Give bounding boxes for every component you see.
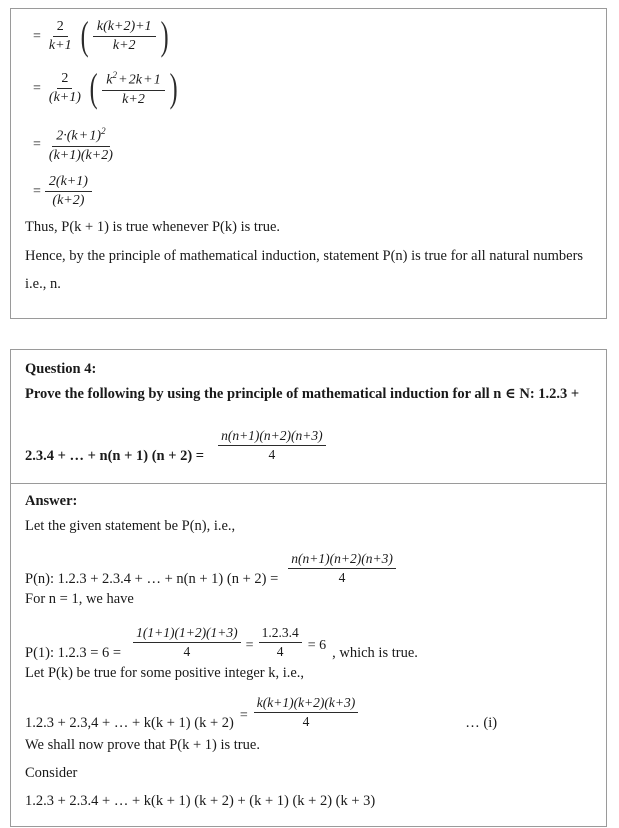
answer-prove-line: We shall now prove that P(k + 1) is true. bbox=[25, 737, 260, 753]
equation-4-numerator: 2(k+1) bbox=[45, 174, 92, 192]
conclusion-line-1: Thus, P(k + 1) is true whenever P(k) is true. bbox=[25, 219, 281, 235]
equation-2-inner-fraction bbox=[102, 70, 165, 108]
question-heading: Question 4: bbox=[25, 361, 97, 377]
close-paren-icon: ) bbox=[169, 65, 178, 111]
question-section bbox=[11, 350, 606, 483]
equation-1 bbox=[33, 13, 171, 59]
answer-p1-equals-mid: = bbox=[245, 638, 254, 653]
question-statement-prefix: 2.3.4 + … + n(n + 1) (n + 2) = bbox=[25, 447, 205, 464]
equation-3 bbox=[33, 126, 119, 164]
answer-p1-fraction-2-numerator: 1.2.3.4 bbox=[259, 625, 302, 643]
answer-p1-fraction-2 bbox=[259, 625, 302, 660]
answer-pk-equation-line bbox=[25, 695, 497, 730]
open-paren-icon: ( bbox=[89, 65, 98, 111]
answer-pn-fraction-numerator: n(n+1)(n+2)(n+3) bbox=[288, 551, 396, 569]
answer-p1-fraction-2-denominator: 4 bbox=[276, 644, 284, 659]
answer-pn-prefix: P(n): 1.2.3 + 2.3.4 + … + n(n + 1) (n + 2) = bbox=[25, 570, 279, 587]
answer-p1-prefix: P(1): 1.2.3 = 6 = bbox=[25, 644, 122, 661]
answer-p1-fraction-1 bbox=[133, 625, 241, 660]
equation-2-equals: = bbox=[33, 80, 41, 96]
equation-2-outer-denominator: (k+1) bbox=[48, 90, 81, 106]
equation-2-outer-fraction bbox=[45, 71, 85, 106]
equation-2 bbox=[33, 65, 180, 111]
answer-line-1: Let the given statement be P(n), i.e., bbox=[25, 518, 236, 534]
equation-4-fraction bbox=[45, 174, 92, 209]
question-statement-line-1: Prove the following by using the principle of mathematical induction for all n ∈ N: 1.2.3 + bbox=[25, 386, 580, 402]
answer-pn-line bbox=[25, 551, 399, 586]
equation-2-inner-denominator: k+2 bbox=[122, 91, 145, 107]
equation-1-outer-fraction bbox=[45, 19, 76, 54]
question-fraction bbox=[218, 428, 326, 463]
answer-for-n1-line: For n = 1, we have bbox=[25, 591, 134, 607]
conclusion-line-2: Hence, by the principle of mathematical induction, statement P(n) is true for all natural numbers bbox=[25, 248, 584, 264]
answer-p1-result: = 6 bbox=[307, 638, 327, 653]
answer-pn-fraction-denominator: 4 bbox=[338, 570, 346, 585]
answer-consider-line: Consider bbox=[25, 765, 78, 781]
equation-2-inner-numerator: $k^2$ + 2k + 1 bbox=[102, 70, 165, 91]
answer-expand-line: 1.2.3 + 2.3.4 + … + k(k + 1) (k + 2) + (k + 1) (k + 2) (k + 3) bbox=[25, 793, 376, 809]
question-answer-box bbox=[10, 349, 607, 827]
equation-3-fraction bbox=[45, 126, 117, 164]
answer-p1-line bbox=[25, 625, 418, 660]
equation-4-equals: = bbox=[33, 183, 41, 199]
open-paren-icon: ( bbox=[80, 13, 89, 59]
question-fraction-numerator: n(n+1)(n+2)(n+3) bbox=[218, 428, 326, 446]
equation-4 bbox=[33, 174, 94, 209]
continuation-answer-box bbox=[10, 8, 607, 319]
equation-3-numerator: 2·(k + 1)$^2$ bbox=[52, 126, 109, 147]
question-fraction-denominator: 4 bbox=[268, 447, 276, 462]
answer-pk-intro-line: Let P(k) be true for some positive integer k, i.e., bbox=[25, 665, 305, 681]
answer-p1-fraction-1-denominator: 4 bbox=[183, 644, 191, 659]
answer-pk-prefix: 1.2.3 + 2.3,4 + … + k(k + 1) (k + 2) bbox=[25, 714, 234, 731]
equation-1-outer-numerator: 2 bbox=[53, 19, 68, 37]
answer-pn-fraction bbox=[288, 551, 396, 586]
answer-section bbox=[11, 484, 606, 828]
answer-pk-fraction-numerator: k(k+1)(k+2)(k+3) bbox=[254, 695, 359, 713]
answer-p1-fraction-1-numerator: 1(1+1)(1+2)(1+3) bbox=[133, 625, 241, 643]
answer-pk-reference: … (i) bbox=[465, 714, 498, 731]
equation-1-inner-fraction bbox=[93, 19, 156, 54]
question-statement-line-2 bbox=[25, 428, 329, 463]
answer-heading: Answer: bbox=[25, 493, 78, 509]
conclusion-line-3: i.e., n. bbox=[25, 276, 61, 292]
equation-1-outer-denominator: k+1 bbox=[48, 38, 72, 53]
answer-pk-fraction bbox=[254, 695, 359, 730]
equation-4-denominator: (k+2) bbox=[52, 193, 85, 208]
equation-1-equals: = bbox=[33, 28, 41, 44]
equation-1-inner-denominator: k+2 bbox=[112, 38, 136, 53]
answer-p1-suffix: , which is true. bbox=[332, 644, 418, 661]
equation-1-inner-numerator: k(k+2)+1 bbox=[93, 19, 156, 37]
close-paren-icon: ) bbox=[160, 13, 169, 59]
answer-pk-fraction-denominator: 4 bbox=[302, 714, 310, 729]
equation-2-outer-numerator: 2 bbox=[57, 71, 72, 89]
answer-pk-equals: = bbox=[239, 708, 248, 723]
equation-3-equals: = bbox=[33, 136, 41, 152]
equation-3-denominator: (k+1)(k+2) bbox=[48, 147, 113, 163]
